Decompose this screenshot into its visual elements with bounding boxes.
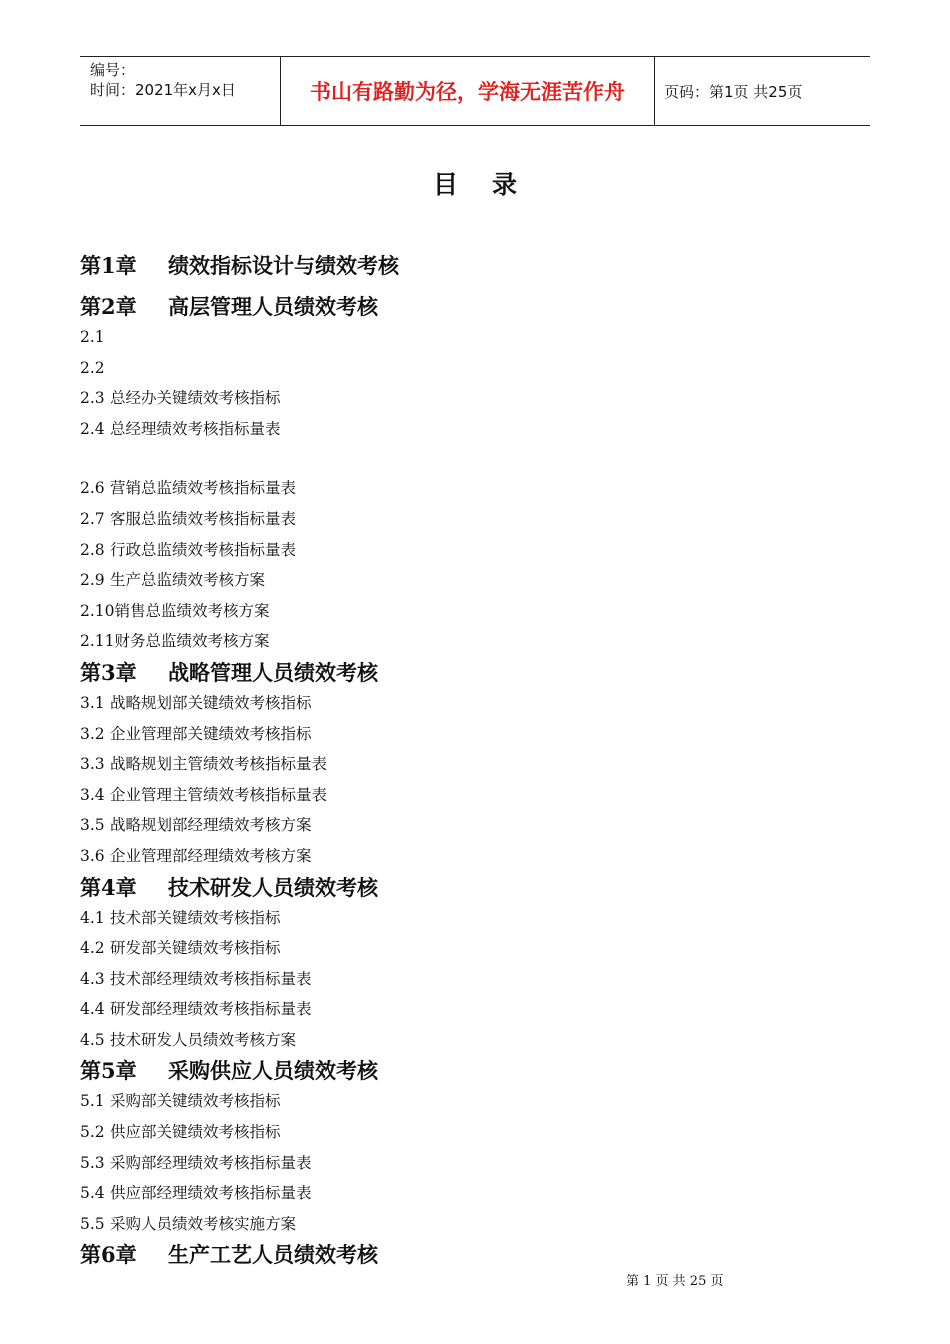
chapter-4-heading[interactable] <box>80 872 870 903</box>
item-number: 2.11 <box>80 632 115 651</box>
item-text: 战略规划部经理绩效考核方案 <box>110 816 312 835</box>
header-page-info: 页码：第1页 共25页 <box>664 82 803 101</box>
toc-item[interactable] <box>80 841 870 872</box>
chapter-title: 战略管理人员绩效考核 <box>168 659 378 685</box>
item-number: 5.5 <box>80 1214 105 1233</box>
item-text: 财务总监绩效考核方案 <box>114 632 270 651</box>
item-number: 4.1 <box>80 908 105 927</box>
item-text: 生产总监绩效考核方案 <box>110 571 266 590</box>
chapter-title: 高层管理人员绩效考核 <box>168 294 378 319</box>
chapter-5-heading[interactable] <box>80 1055 870 1086</box>
toc-item[interactable] <box>80 322 870 353</box>
toc-item[interactable] <box>80 780 870 811</box>
toc-item[interactable] <box>80 1209 870 1240</box>
item-number: 5.4 <box>80 1184 105 1203</box>
item-text: 采购部关键绩效考核指标 <box>110 1092 281 1111</box>
item-number: 3.2 <box>80 724 105 743</box>
item-number: 2.10 <box>80 601 115 620</box>
toc-title: 目录 <box>432 170 551 199</box>
item-number: 3.5 <box>80 816 105 835</box>
chapter-number: 第3章 <box>80 659 137 685</box>
item-number: 3.3 <box>80 755 105 774</box>
toc-item[interactable] <box>80 688 870 719</box>
toc-item[interactable] <box>80 1086 870 1117</box>
item-number: 5.3 <box>80 1153 105 1172</box>
toc-item[interactable] <box>80 383 870 414</box>
toc-item[interactable] <box>80 964 870 995</box>
chapter-title: 生产工艺人员绩效考核 <box>168 1242 378 1268</box>
item-number: 2.3 <box>80 389 105 408</box>
toc-item[interactable] <box>80 626 870 657</box>
item-text: 研发部关键绩效考核指标 <box>110 939 281 958</box>
chapter-number: 第5章 <box>80 1058 137 1084</box>
header-meta <box>80 57 281 125</box>
item-text: 技术研发人员绩效考核方案 <box>110 1030 297 1049</box>
toc-item[interactable] <box>80 1178 870 1209</box>
item-text: 行政总监绩效考核指标量表 <box>110 540 297 559</box>
item-number: 2.6 <box>80 479 105 498</box>
toc-item[interactable] <box>80 719 870 750</box>
toc-item[interactable] <box>80 596 870 627</box>
toc-item[interactable] <box>80 414 870 445</box>
item-number: 2.4 <box>80 419 105 438</box>
item-text: 技术部关键绩效考核指标 <box>110 908 281 927</box>
toc-item[interactable] <box>80 810 870 841</box>
page-header <box>80 56 870 126</box>
item-text: 战略规划主管绩效考核指标量表 <box>110 755 328 774</box>
item-text: 技术部经理绩效考核指标量表 <box>110 969 312 988</box>
item-number: 2.7 <box>80 509 105 528</box>
item-text: 销售总监绩效考核方案 <box>114 601 270 620</box>
item-number: 3.1 <box>80 693 105 712</box>
toc-item[interactable] <box>80 749 870 780</box>
item-number: 2.1 <box>80 328 105 346</box>
toc-item[interactable] <box>80 933 870 964</box>
item-text: 战略规划部关键绩效考核指标 <box>110 693 312 712</box>
time-label: 时间：2021年x月x日 <box>90 81 236 99</box>
table-of-contents <box>80 250 870 1270</box>
item-number: 5.1 <box>80 1092 105 1111</box>
chapter-2-heading[interactable] <box>80 291 870 322</box>
item-text: 总经理绩效考核指标量表 <box>110 419 281 438</box>
item-text: 企业管理主管绩效考核指标量表 <box>110 785 328 804</box>
chapter-number: 第1章 <box>80 253 137 278</box>
toc-item[interactable] <box>80 473 870 504</box>
item-number: 2.2 <box>80 358 105 377</box>
blank-line <box>80 444 870 473</box>
item-number: 4.4 <box>80 1000 105 1019</box>
toc-item[interactable] <box>80 504 870 535</box>
item-number: 4.3 <box>80 969 105 988</box>
chapter-number: 第4章 <box>80 874 137 900</box>
item-text: 企业管理部关键绩效考核指标 <box>110 724 312 743</box>
toc-item[interactable] <box>80 565 870 596</box>
item-number: 5.2 <box>80 1123 105 1142</box>
toc-item[interactable] <box>80 1148 870 1179</box>
item-number: 3.6 <box>80 846 105 865</box>
item-number: 3.4 <box>80 785 105 804</box>
chapter-title: 技术研发人员绩效考核 <box>168 874 378 900</box>
toc-item[interactable] <box>80 535 870 566</box>
item-text: 营销总监绩效考核指标量表 <box>110 479 297 498</box>
item-text: 总经办关键绩效考核指标 <box>110 389 281 408</box>
header-motto: 书山有路勤为径，学海无涯苦作舟 <box>281 57 655 125</box>
chapter-number: 第6章 <box>80 1242 137 1268</box>
item-text: 客服总监绩效考核指标量表 <box>110 509 297 528</box>
chapter-title: 采购供应人员绩效考核 <box>168 1058 378 1084</box>
item-text: 研发部经理绩效考核指标量表 <box>110 1000 312 1019</box>
item-text: 供应部经理绩效考核指标量表 <box>110 1184 312 1203</box>
toc-item[interactable] <box>80 353 870 384</box>
item-number: 2.8 <box>80 540 105 559</box>
item-text: 采购人员绩效考核实施方案 <box>110 1214 297 1233</box>
page-footer: 第 1 页 共 25 页 <box>626 1274 724 1289</box>
chapter-3-heading[interactable] <box>80 657 870 688</box>
item-number: 2.9 <box>80 571 105 590</box>
item-text: 采购部经理绩效考核指标量表 <box>110 1153 312 1172</box>
number-label: 编号： <box>90 61 136 79</box>
chapter-number: 第2章 <box>80 294 137 319</box>
toc-item[interactable] <box>80 994 870 1025</box>
chapter-title: 绩效指标设计与绩效考核 <box>168 253 399 278</box>
item-number: 4.2 <box>80 939 105 958</box>
toc-item[interactable] <box>80 1025 870 1056</box>
toc-item[interactable] <box>80 903 870 934</box>
chapter-1-heading[interactable] <box>80 250 870 281</box>
toc-item[interactable] <box>80 1117 870 1148</box>
chapter-6-heading[interactable] <box>80 1239 870 1270</box>
item-number: 4.5 <box>80 1030 105 1049</box>
item-text: 供应部关键绩效考核指标 <box>110 1123 281 1142</box>
item-text: 企业管理部经理绩效考核方案 <box>110 846 312 865</box>
